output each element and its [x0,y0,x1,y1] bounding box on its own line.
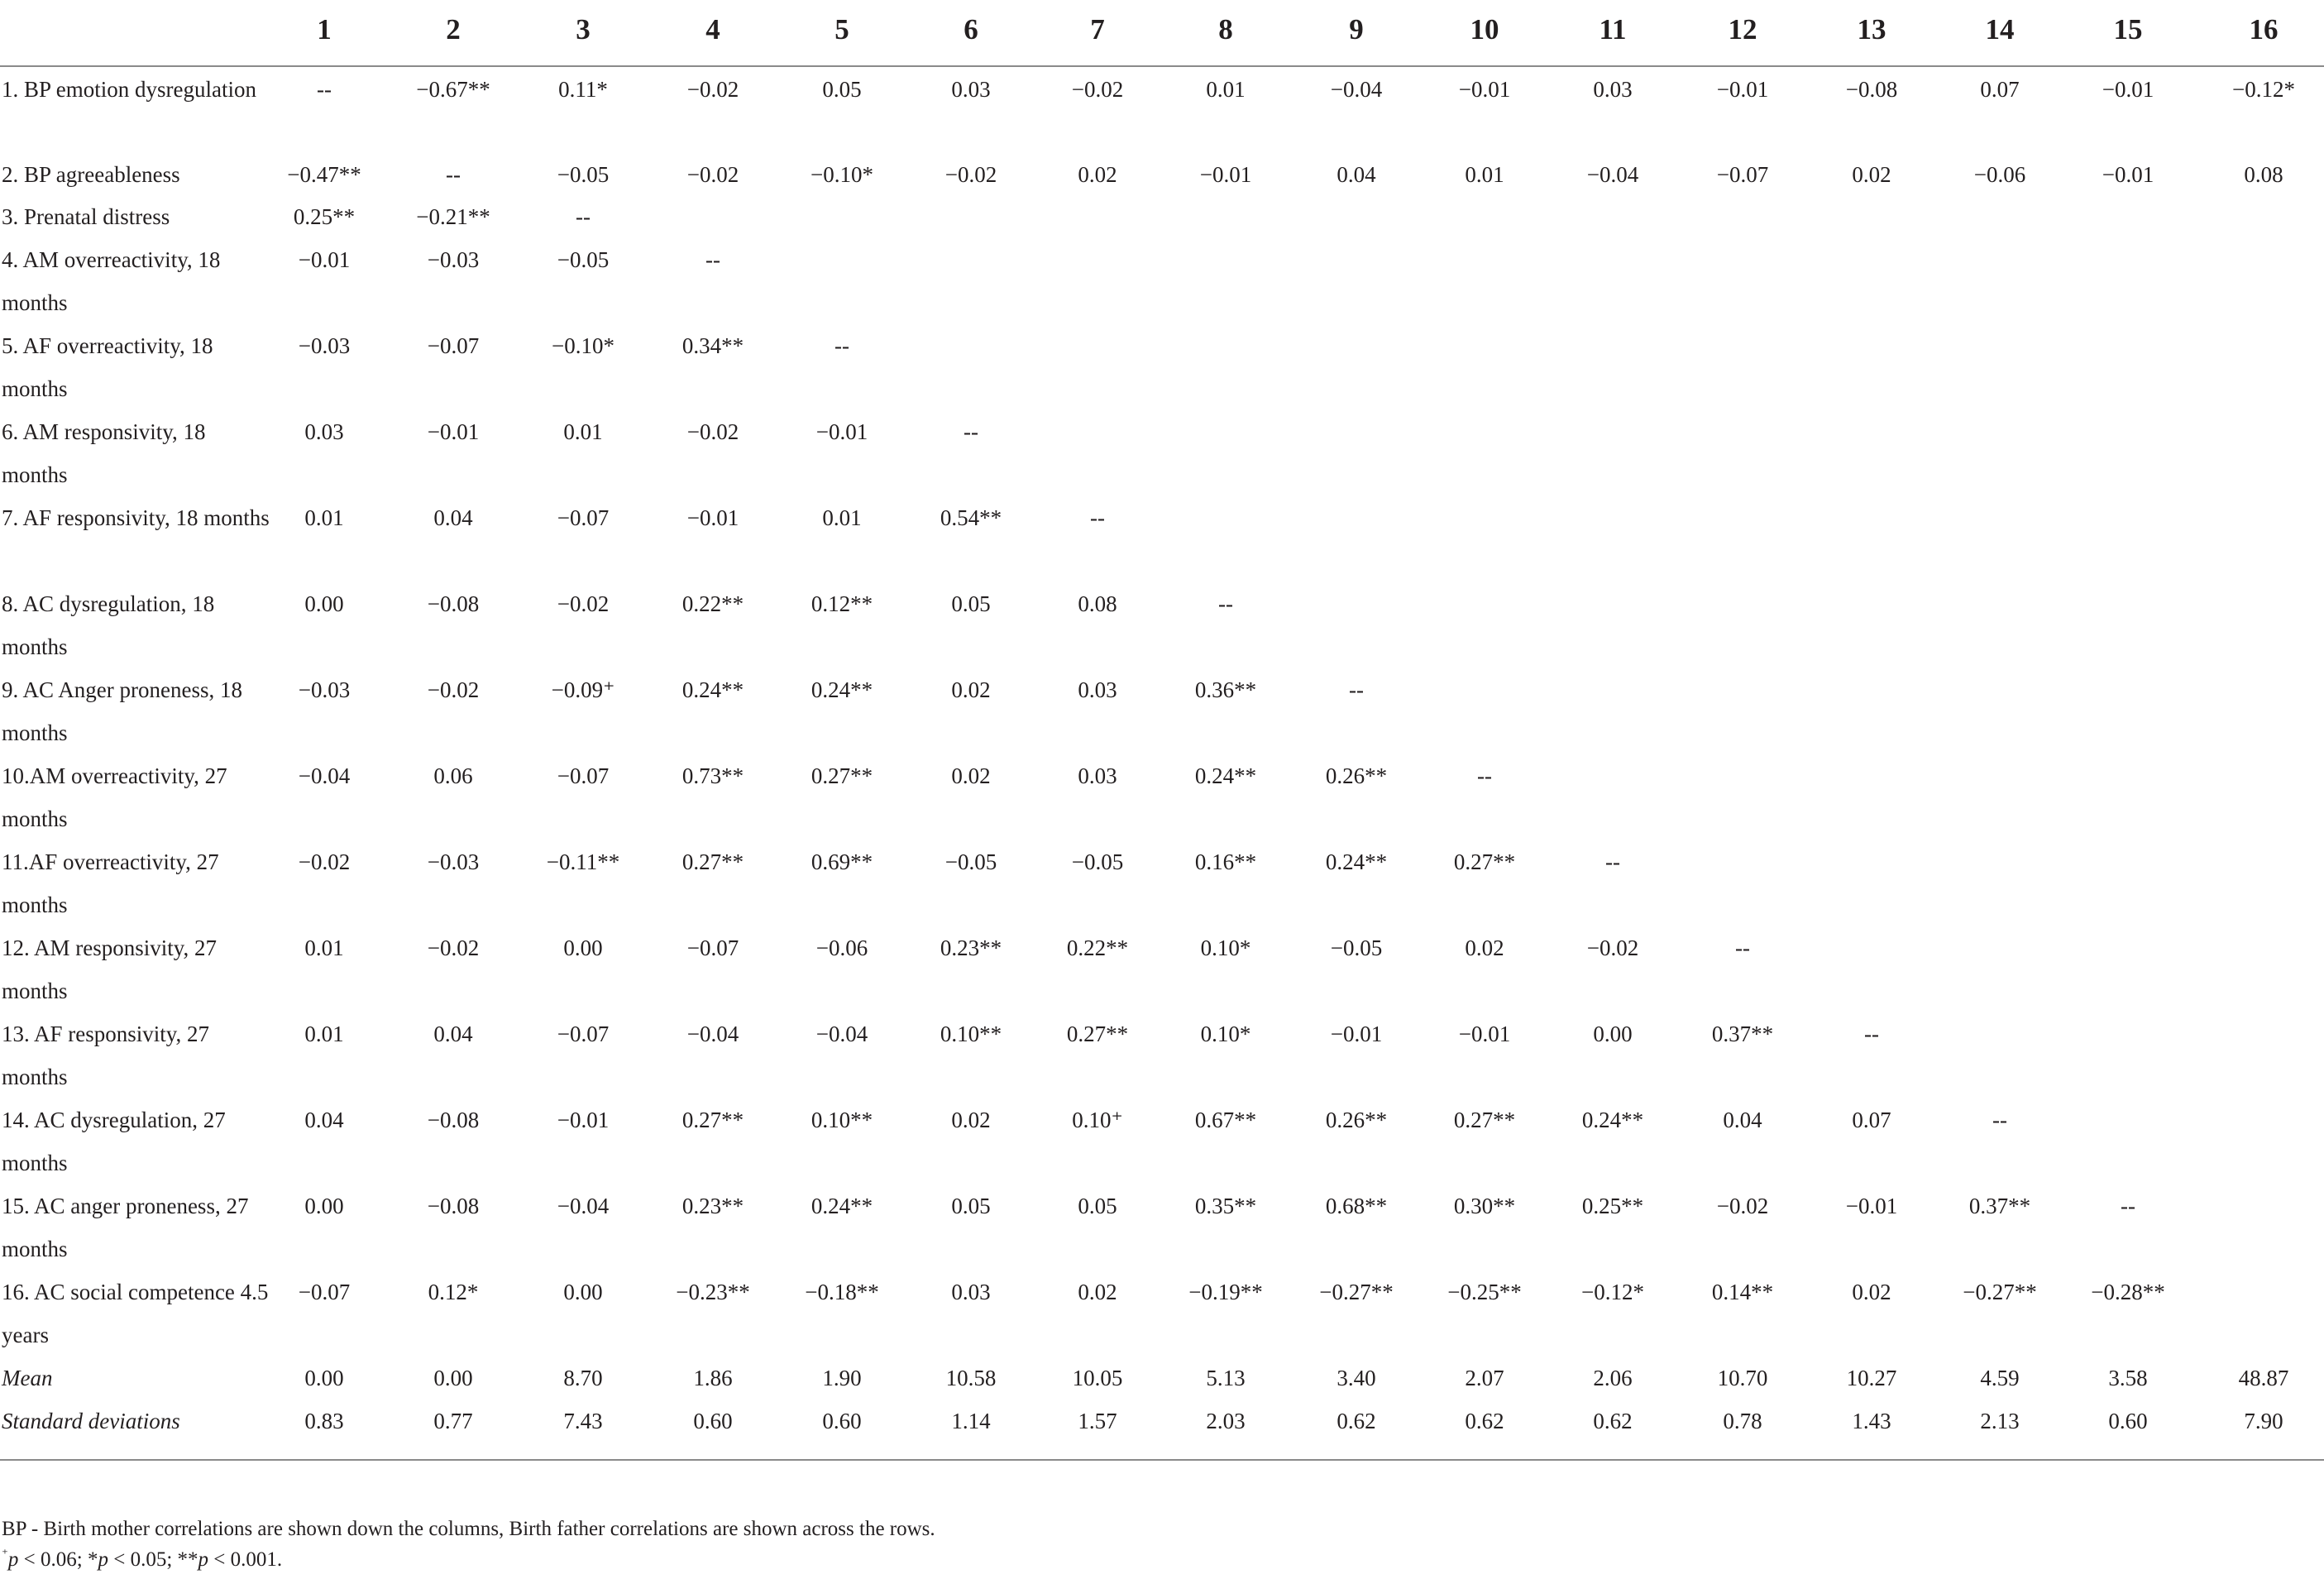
mean-cell: 10.70 [1717,1366,1768,1390]
table-cell: −0.07 [427,333,480,358]
row-label: 12. AM responsivity, 27 months [2,935,218,1003]
table-cell: −0.05 [557,247,610,272]
sd-cell: 0.77 [433,1409,473,1433]
table-cell: 0.01 [563,419,603,444]
footnote-text: BP - Birth mother correlations are shown down the columns, Birth father correlations are shown across the rows. [2,1518,935,1540]
mean-cell: 10.05 [1072,1366,1123,1390]
table-cell: 0.25** [1581,1194,1644,1218]
table-cell: −0.02 [944,162,997,187]
header-rule [0,65,2324,67]
table-cell: 0.27** [1453,849,1516,874]
plus-symbol: ⁺ [2,1548,8,1562]
table-cell: 0.22** [1066,935,1129,960]
table-cell: 0.27** [1453,1108,1516,1132]
table-cell: 0.14** [1711,1280,1774,1304]
mean-cell: 8.70 [563,1366,603,1390]
table-cell: −0.12* [1581,1280,1644,1304]
table-cell: 0.06 [433,763,473,788]
table-cell: 0.37** [1968,1194,2031,1218]
table-cell: −0.23** [676,1280,750,1304]
p-threshold-3: < 0.001. [208,1548,283,1571]
table-cell: 0.05 [951,591,991,616]
table-cell: 0.26** [1325,1108,1388,1132]
sd-cell: 1.14 [951,1409,991,1433]
table-cell: −0.05 [1330,935,1383,960]
mean-cell: 1.90 [822,1366,862,1390]
mean-cell: 10.58 [945,1366,997,1390]
table-cell: 0.05 [1078,1194,1117,1218]
table-cell: 0.36** [1194,677,1257,702]
sd-cell: 0.62 [1337,1409,1376,1433]
table-cell: −0.01 [1330,1022,1383,1046]
table-cell: 0.27** [1066,1022,1129,1046]
mean-cell: 0.00 [304,1366,344,1390]
table-cell: 0.37** [1711,1022,1774,1046]
table-cell: 0.01 [304,935,344,960]
table-cell: 0.01 [1465,162,1504,187]
mean-row-label: Mean [2,1366,53,1390]
table-cell: −0.01 [2102,162,2154,187]
table-cell: 0.08 [2244,162,2283,187]
sd-cell: 1.57 [1078,1409,1117,1433]
sd-cell: 0.62 [1593,1409,1633,1433]
sd-cell: 2.13 [1980,1409,2020,1433]
table-cell: −0.04 [1586,162,1639,187]
table-cell: 0.04 [433,505,473,530]
table-cell: −0.02 [557,591,610,616]
table-cell: 0.04 [1337,162,1376,187]
table-cell: 0.26** [1325,763,1388,788]
table-cell: −0.67** [416,77,490,102]
sd-cell: 1.43 [1852,1409,1891,1433]
table-cell: −0.04 [1330,77,1383,102]
table-cell: −0.07 [557,1022,610,1046]
column-header: 8 [1218,13,1233,45]
table-cell: -- [1735,935,1750,960]
column-header: 14 [1985,13,2015,45]
mean-cell: 2.07 [1465,1366,1504,1390]
table-cell: -- [705,247,720,272]
table-cell: −0.10* [811,162,873,187]
row-label: 4. AM overreactivity, 18 months [2,247,221,315]
table-cell: 0.00 [1593,1022,1633,1046]
table-cell: 0.35** [1194,1194,1257,1218]
table-cell: 0.02 [1078,162,1117,187]
sd-cell: 2.03 [1206,1409,1246,1433]
table-cell: 0.03 [1078,763,1117,788]
table-cell: -- [1349,677,1364,702]
table-cell: -- [1992,1108,2007,1132]
column-header: 2 [446,13,461,45]
mean-cell: 2.06 [1593,1366,1633,1390]
footnote-legend [2,1513,935,1546]
p-symbol: p [98,1548,108,1571]
table-cell: 0.34** [681,333,744,358]
table-cell: 0.03 [951,77,991,102]
mean-cell: 4.59 [1980,1366,2020,1390]
row-label: 16. AC social competence 4.5 years [2,1280,269,1347]
column-header: 9 [1349,13,1364,45]
table-cell: −0.05 [944,849,997,874]
table-cell: −0.01 [2102,77,2154,102]
mean-cell: 1.86 [693,1366,733,1390]
table-cell: −0.01 [557,1108,610,1132]
table-cell: 0.02 [951,763,991,788]
row-label: 9. AC Anger proneness, 18 months [2,677,242,745]
table-cell: 0.02 [1852,1280,1891,1304]
bottom-rule [0,1459,2324,1461]
table-cell: −0.04 [686,1022,739,1046]
table-cell: −0.02 [686,419,739,444]
column-header: 6 [964,13,978,45]
table-cell: 0.01 [304,1022,344,1046]
table-cell: -- [576,204,591,229]
mean-cell: 3.40 [1337,1366,1376,1390]
column-header: 10 [1470,13,1499,45]
table-cell: 0.00 [563,1280,603,1304]
column-header: 4 [705,13,720,45]
table-cell: 0.02 [951,677,991,702]
table-cell: −0.01 [298,247,351,272]
sd-cell: 0.60 [822,1409,862,1433]
table-cell: 0.27** [811,763,873,788]
table-cell: 0.04 [304,1108,344,1132]
table-cell: −0.11** [546,849,620,874]
table-cell: −0.07 [1716,162,1769,187]
column-header: 3 [576,13,591,45]
row-label: 1. BP emotion dysregulation [2,77,256,102]
table-cell: −0.06 [1973,162,2026,187]
p-threshold-1: < 0.06; * [18,1548,98,1571]
table-cell: −0.07 [686,935,739,960]
sd-cell: 0.60 [2108,1409,2148,1433]
column-header: 16 [2249,13,2279,45]
table-cell: 0.00 [304,1194,344,1218]
column-header: 12 [1728,13,1757,45]
table-cell: −0.01 [815,419,868,444]
table-cell: 0.30** [1453,1194,1516,1218]
table-cell: -- [317,77,332,102]
table-cell: 0.10* [1200,935,1251,960]
table-cell: −0.08 [1845,77,1898,102]
table-cell: 0.02 [1078,1280,1117,1304]
row-label: 2. BP agreeableness [2,162,180,187]
table-cell: 0.23** [681,1194,744,1218]
sd-cell: 7.43 [563,1409,603,1433]
p-threshold-2: < 0.05; ** [108,1548,198,1571]
row-label: 15. AC anger proneness, 27 months [2,1194,249,1261]
table-cell: 0.04 [433,1022,473,1046]
table-cell: −0.03 [427,247,480,272]
mean-cell: 0.00 [433,1366,473,1390]
table-cell: 0.67** [1194,1108,1257,1132]
table-cell: 0.01 [1206,77,1246,102]
sd-cell: 0.78 [1723,1409,1762,1433]
table-cell: 0.24** [1581,1108,1644,1132]
p-symbol: p [198,1548,209,1571]
table-cell: 0.12** [811,591,873,616]
table-cell: 0.07 [1980,77,2020,102]
table-cell: -- [964,419,978,444]
row-label: 13. AF responsivity, 27 months [2,1022,210,1089]
table-cell: −0.19** [1188,1280,1263,1304]
table-cell: 0.10⁺ [1072,1108,1123,1132]
table-cell: 0.03 [304,419,344,444]
table-cell: −0.07 [557,763,610,788]
table-cell: −0.02 [686,77,739,102]
table-cell: 0.05 [951,1194,991,1218]
sd-cell: 0.62 [1465,1409,1504,1433]
table-cell: −0.02 [298,849,351,874]
column-header: 11 [1599,13,1627,45]
mean-cell: 48.87 [2238,1366,2289,1390]
sd-row-label: Standard deviations [2,1409,180,1433]
table-cell: -- [1477,763,1492,788]
row-label: 10.AM overreactivity, 27 months [2,763,227,831]
table-cell: −0.01 [1845,1194,1898,1218]
table-cell: 0.02 [1465,935,1504,960]
table-cell: −0.01 [686,505,739,530]
table-cell: −0.25** [1447,1280,1522,1304]
table-cell: -- [446,162,461,187]
table-cell: 0.25** [293,204,356,229]
sd-cell: 0.83 [304,1409,344,1433]
table-cell: −0.05 [557,162,610,187]
table-cell: −0.07 [557,505,610,530]
table-cell: −0.04 [298,763,351,788]
table-cell: 0.00 [304,591,344,616]
table-cell: 0.03 [1078,677,1117,702]
row-label: 3. Prenatal distress [2,204,170,229]
mean-cell: 5.13 [1206,1366,1246,1390]
row-label: 7. AF responsivity, 18 months [2,505,270,530]
table-cell: −0.03 [298,677,351,702]
table-cell: 0.24** [811,1194,873,1218]
table-cell: −0.10* [552,333,614,358]
table-cell: 0.73** [681,763,744,788]
sd-cell: 7.90 [2244,1409,2283,1433]
table-cell: 0.00 [563,935,603,960]
table-cell: −0.21** [416,204,490,229]
footnote-significance [2,1543,282,1577]
table-cell: −0.18** [805,1280,879,1304]
table-cell: −0.27** [1319,1280,1394,1304]
table-cell: −0.02 [1716,1194,1769,1218]
table-cell: 0.10** [940,1022,1002,1046]
table-cell: −0.02 [427,677,480,702]
table-cell: −0.02 [686,162,739,187]
table-cell: −0.02 [1586,935,1639,960]
table-cell: 0.10** [811,1108,873,1132]
table-cell: 0.24** [1194,763,1257,788]
table-cell: −0.08 [427,1194,480,1218]
table-cell: 0.24** [1325,849,1388,874]
table-cell: 0.54** [940,505,1002,530]
row-label: 5. AF overreactivity, 18 months [2,333,213,401]
table-cell: 0.10* [1200,1022,1251,1046]
table-cell: 0.69** [811,849,873,874]
table-cell: 0.08 [1078,591,1117,616]
table-cell: −0.07 [298,1280,351,1304]
mean-cell: 3.58 [2108,1366,2148,1390]
column-header: 7 [1090,13,1105,45]
table-cell: 0.16** [1194,849,1257,874]
table-cell: 0.02 [951,1108,991,1132]
table-cell: −0.09⁺ [551,677,615,702]
table-cell: 0.11* [558,77,608,102]
table-cell: -- [1605,849,1620,874]
table-cell: −0.01 [1716,77,1769,102]
table-cell: 0.27** [681,1108,744,1132]
column-header: 15 [2113,13,2143,45]
table-cell: −0.28** [2091,1280,2165,1304]
table-cell: −0.01 [1458,77,1511,102]
column-header: 5 [834,13,849,45]
table-cell: 0.24** [811,677,873,702]
row-label: 11.AF overreactivity, 27 months [2,849,219,917]
table-cell: -- [1218,591,1233,616]
table-cell: 0.05 [822,77,862,102]
table-cell: −0.02 [427,935,480,960]
sd-cell: 0.60 [693,1409,733,1433]
table-cell: −0.05 [1071,849,1124,874]
table-cell: −0.04 [815,1022,868,1046]
table-cell: −0.08 [427,591,480,616]
table-cell: −0.01 [1458,1022,1511,1046]
table-cell: 0.04 [1723,1108,1762,1132]
row-label: 8. AC dysregulation, 18 months [2,591,215,659]
table-cell: −0.03 [298,333,351,358]
table-cell: 0.23** [940,935,1002,960]
table-cell: −0.02 [1071,77,1124,102]
mean-cell: 10.27 [1846,1366,1897,1390]
row-label: 6. AM responsivity, 18 months [2,419,206,487]
table-cell: 0.01 [822,505,862,530]
p-symbol: p [7,1548,19,1571]
column-header: 1 [317,13,332,45]
table-cell: -- [2121,1194,2135,1218]
table-cell: 0.02 [1852,162,1891,187]
table-cell: -- [834,333,849,358]
table-cell: −0.01 [427,419,480,444]
table-cell: 0.07 [1852,1108,1891,1132]
table-cell: 0.03 [951,1280,991,1304]
table-cell: −0.47** [287,162,361,187]
table-cell: −0.08 [427,1108,480,1132]
table-cell: −0.12* [2232,77,2295,102]
table-cell: 0.03 [1593,77,1633,102]
column-header: 13 [1857,13,1886,45]
row-label: 14. AC dysregulation, 27 months [2,1108,226,1175]
table-cell: 0.01 [304,505,344,530]
table-cell: -- [1090,505,1105,530]
table-cell: −0.06 [815,935,868,960]
table-cell: 0.12* [428,1280,479,1304]
table-cell: 0.22** [681,591,744,616]
table-cell: −0.04 [557,1194,610,1218]
table-cell: 0.27** [681,849,744,874]
table-cell: 0.68** [1325,1194,1388,1218]
table-cell: −0.01 [1199,162,1252,187]
table-cell: -- [1864,1022,1879,1046]
table-cell: 0.24** [681,677,744,702]
table-cell: −0.03 [427,849,480,874]
table-cell: −0.27** [1963,1280,2037,1304]
